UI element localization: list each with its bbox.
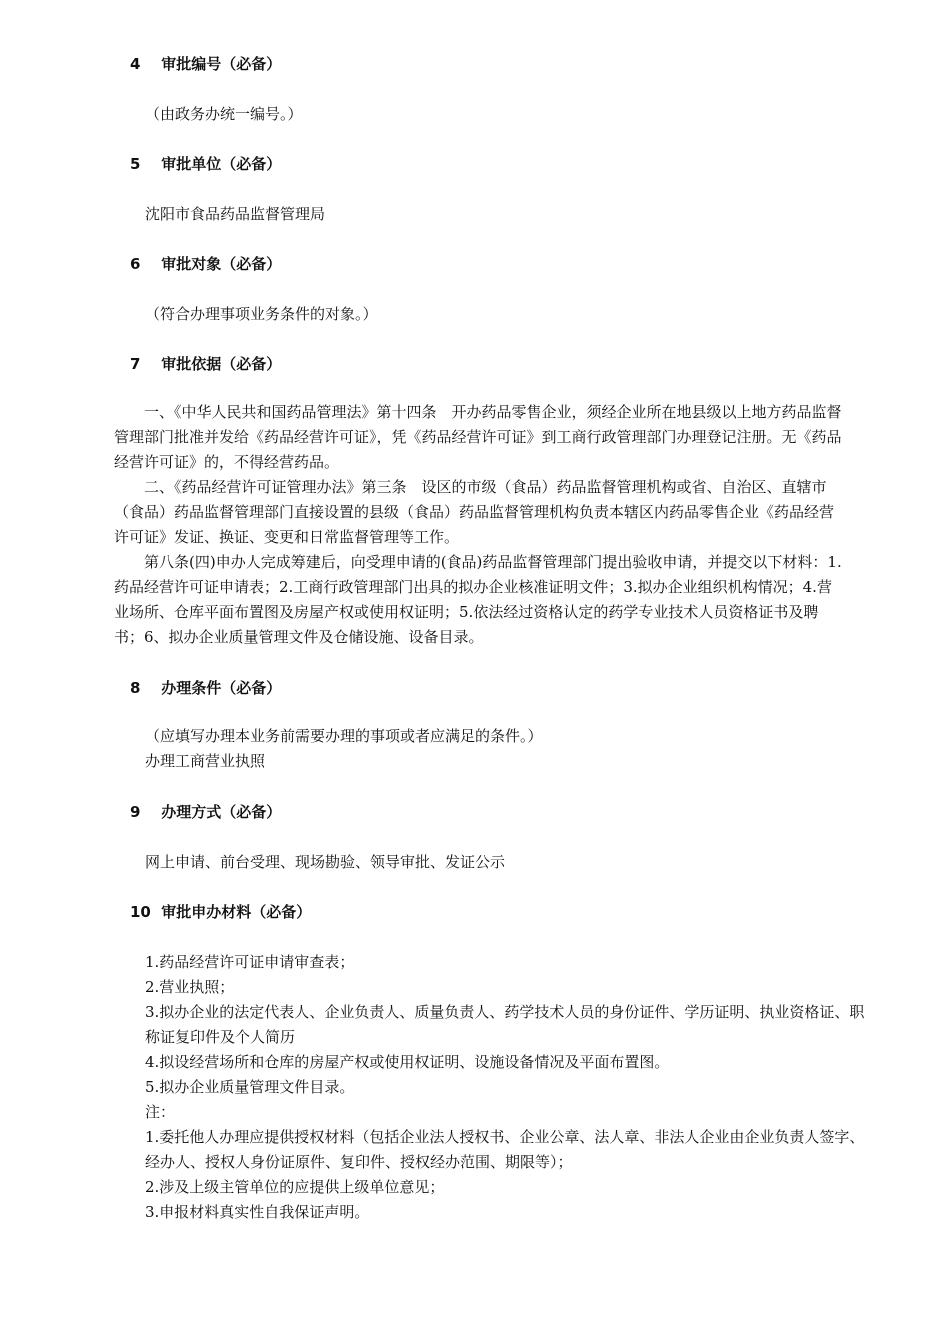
section-number: 5 — [130, 155, 141, 173]
note-item: 1.委托他人办理应提供授权材料（包括企业法人授权书、企业公章、法人章、非法人企业由企业负责人签字、经办人、授权人身份证原件、复印件、授权经办范围、期限等）； — [145, 1128, 865, 1171]
material-item: 4.拟设经营场所和仓库的房屋产权或使用权证明、设施设备情况及平面布置图。 — [145, 1053, 670, 1071]
note-label: 注： — [145, 1103, 176, 1121]
section-5-body — [145, 202, 865, 227]
section-text: （由政务办统一编号。） — [145, 105, 303, 123]
section-title: 审批依据（必备） — [161, 355, 282, 373]
section-8-heading — [130, 676, 281, 701]
section-title: 审批单位（必备） — [161, 155, 282, 173]
section-text: （符合办理事项业务条件的对象。） — [145, 305, 378, 323]
material-item: 5.拟办企业质量管理文件目录。 — [145, 1078, 355, 1096]
section-note: （应填写办理本业务前需要办理的事项或者应满足的条件。） — [145, 727, 543, 745]
section-4-body — [145, 102, 865, 127]
section-number: 6 — [130, 255, 141, 273]
section-title: 办理条件（必备） — [161, 679, 282, 697]
section-text: 沈阳市食品药品监督管理局 — [145, 205, 326, 223]
section-title: 审批编号（必备） — [161, 55, 282, 73]
section-text: 网上申请、前台受理、现场勘验、领导审批、发证公示 — [145, 853, 506, 871]
material-item: 3.拟办企业的法定代表人、企业负责人、质量负责人、药学技术人员的身份证件、学历证明、执业资格证、职称证复印件及个人简历 — [145, 1003, 865, 1046]
section-title: 审批对象（必备） — [161, 255, 282, 273]
section-title: 审批申办材料（必备） — [161, 903, 312, 921]
section-number: 10 — [130, 903, 151, 921]
material-item: 1.药品经营许可证申请审查表； — [145, 953, 355, 971]
section-text: 办理工商营业执照 — [145, 752, 266, 770]
section-number: 8 — [130, 679, 141, 697]
material-item: 2.营业执照； — [145, 978, 235, 996]
section-6-body — [145, 302, 865, 327]
legal-basis-paragraph: 第八条(四)申办人完成筹建后，向受理申请的(食品)药品监督管理部门提出验收申请，并提交以下材料：1.药品经营许可证申请表；2.工商行政管理部门出具的拟办企业核准证明文件；3.拟办企业组织机构情况；4.营业场所、仓库平面布置图及房屋产权或使用权证明；5.依法经过资格认定的药学专业技术人员资格证书及聘书；6、拟办企业质量管理文件及仓储设施、设备目录。 — [114, 553, 842, 646]
section-10-heading — [130, 900, 311, 925]
note-item: 2.涉及上级主管单位的应提供上级单位意见； — [145, 1178, 445, 1196]
section-5-heading — [130, 152, 281, 177]
section-6-heading — [130, 252, 281, 277]
section-9-heading — [130, 800, 281, 825]
note-item: 3.申报材料真实性自我保证声明。 — [145, 1203, 370, 1221]
section-number: 9 — [130, 803, 141, 821]
legal-basis-paragraph: 一、《中华人民共和国药品管理法》第十四条 开办药品零售企业，须经企业所在地县级以上地方药品监督管理部门批准并发给《药品经营许可证》，凭《药品经营许可证》到工商行政管理部门办理登记注册。无《药品经营许可证》的，不得经营药品。 — [114, 403, 842, 471]
section-4-heading — [130, 52, 281, 77]
section-number: 7 — [130, 355, 141, 373]
section-title: 办理方式（必备） — [161, 803, 282, 821]
section-8-body — [145, 724, 865, 774]
section-7-body — [114, 400, 844, 650]
section-number: 4 — [130, 55, 141, 73]
section-9-body — [145, 850, 865, 875]
section-7-heading — [130, 352, 281, 377]
legal-basis-paragraph: 二、《药品经营许可证管理办法》第三条 设区的市级（食品）药品监督管理机构或省、自治区、直辖市（食品）药品监督管理部门直接设置的县级（食品）药品监督管理机构负责本辖区内药品零售企业《药品经营许可证》发证、换证、变更和日常监督管理等工作。 — [114, 478, 835, 546]
section-10-body — [145, 950, 875, 1225]
